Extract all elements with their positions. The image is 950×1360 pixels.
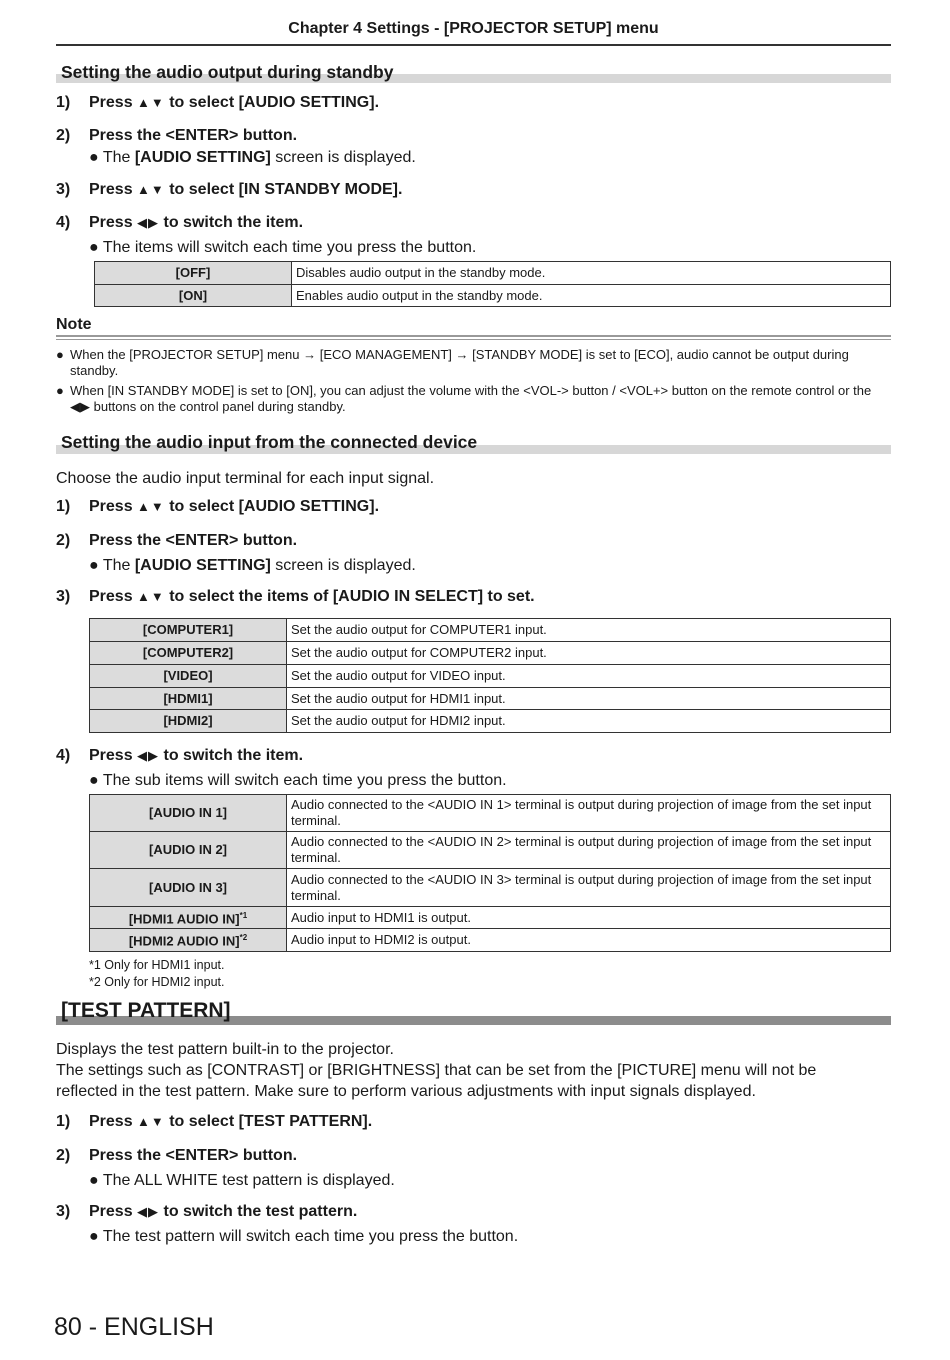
s3-step-3: 3) Press ◀▶ to switch the test pattern. bbox=[56, 1203, 358, 1220]
audio-in-select-table bbox=[89, 618, 891, 733]
s3-intro-1: Displays the test pattern built-in to the projector. bbox=[56, 1041, 394, 1058]
table-row: [HDMI2 AUDIO IN]$^{*2}$ Audio input to HDMI2 is output. bbox=[90, 929, 891, 952]
up-down-arrow-icon: ▲▼ bbox=[137, 182, 165, 197]
s1-step-4: 4) Press ◀▶ to switch the item. bbox=[56, 214, 304, 231]
s1-bullet-2: ● The [AUDIO SETTING] screen is displayed. bbox=[89, 149, 416, 166]
s1-bullet-4: ● The items will switch each time you press the button. bbox=[89, 239, 477, 256]
s2-bullet-2: ● The [AUDIO SETTING] screen is displayed. bbox=[89, 557, 416, 574]
s3-bullet-3: ● The test pattern will switch each time you press the button. bbox=[89, 1228, 519, 1245]
table-row: [HDMI1] Set the audio output for HDMI1 input. bbox=[90, 688, 891, 710]
left-right-arrow-icon: ◀▶ bbox=[137, 748, 160, 763]
page-header: Chapter 4 Settings - [PROJECTOR SETUP] menu bbox=[56, 18, 891, 46]
table-row: [HDMI1 AUDIO IN]$^{*1}$ Audio input to HDMI1 is output. bbox=[90, 907, 891, 929]
page-number: 80 - ENGLISH bbox=[54, 1313, 214, 1341]
table-row: [AUDIO IN 2] Audio connected to the <AUDIO IN 2> terminal is output during projection of image from the set input terminal. bbox=[90, 832, 891, 869]
section-heading-audio-input: Setting the audio input from the connected device bbox=[56, 432, 891, 453]
note-divider bbox=[56, 335, 891, 340]
s2-step-3: 3) Press ▲▼ to select the items of [AUDIO IN SELECT] to set. bbox=[56, 588, 535, 605]
table-row: [HDMI2] Set the audio output for HDMI2 input. bbox=[90, 710, 891, 733]
note-title: Note bbox=[56, 316, 92, 333]
s2-step-4: 4) Press ◀▶ to switch the item. bbox=[56, 747, 304, 764]
s3-step-1: 1) Press ▲▼ to select [TEST PATTERN]. bbox=[56, 1113, 373, 1130]
table-row: [AUDIO IN 3] Audio connected to the <AUDIO IN 3> terminal is output during projection of image from the set input terminal. bbox=[90, 869, 891, 907]
audio-in-sub-items-table bbox=[89, 794, 891, 952]
table-row: [OFF] Disables audio output in the standby mode. bbox=[95, 262, 891, 285]
s1-step-3: 3) Press ▲▼ to select [IN STANDBY MODE]. bbox=[56, 181, 403, 198]
table-row: [VIDEO] Set the audio output for VIDEO input. bbox=[90, 665, 891, 688]
s3-step-2: 2) Press the <ENTER> button. bbox=[56, 1147, 298, 1164]
section-heading-standby-audio: Setting the audio output during standby bbox=[56, 62, 891, 83]
standby-mode-table bbox=[94, 261, 891, 307]
s1-step-1: 1) Press ▲▼ to select [AUDIO SETTING]. bbox=[56, 94, 380, 111]
up-down-arrow-icon: ▲▼ bbox=[137, 1114, 165, 1129]
left-right-arrow-icon: ◀▶ bbox=[137, 215, 160, 230]
table-row: [AUDIO IN 1] Audio connected to the <AUDIO IN 1> terminal is output during projection of image from the set input terminal. bbox=[90, 795, 891, 832]
table-row: [ON] Enables audio output in the standby mode. bbox=[95, 285, 891, 307]
footnote-1: *1 Only for HDMI1 input. bbox=[89, 958, 225, 972]
s2-bullet-4: ● The sub items will switch each time you press the button. bbox=[89, 772, 507, 789]
s3-intro-3: reflected in the test pattern. Make sure to perform various adjustments with input signals displayed. bbox=[56, 1083, 756, 1100]
footnote-2: *2 Only for HDMI2 input. bbox=[89, 975, 225, 989]
left-right-arrow-icon: ◀▶ bbox=[137, 1204, 160, 1219]
note-item-1: ● When the [PROJECTOR SETUP] menu → [ECO MANAGEMENT] → [STANDBY MODE] is set to [ECO], audio cannot be output during standby. bbox=[56, 347, 849, 378]
table-row: [COMPUTER1] Set the audio output for COMPUTER1 input. bbox=[90, 619, 891, 642]
s1-step-2: 2) Press the <ENTER> button. bbox=[56, 127, 298, 144]
s2-step-2: 2) Press the <ENTER> button. bbox=[56, 532, 298, 549]
left-right-arrow-icon: ◀▶ bbox=[70, 399, 90, 414]
s3-bullet-2: ● The ALL WHITE test pattern is displayed. bbox=[89, 1172, 395, 1189]
up-down-arrow-icon: ▲▼ bbox=[137, 95, 165, 110]
s3-intro-2: The settings such as [CONTRAST] or [BRIGHTNESS] that can be set from the [PICTURE] menu will not be bbox=[56, 1062, 817, 1079]
up-down-arrow-icon: ▲▼ bbox=[137, 499, 165, 514]
up-down-arrow-icon: ▲▼ bbox=[137, 589, 165, 604]
section-heading-test-pattern: [TEST PATTERN] bbox=[56, 998, 891, 1028]
s2-intro: Choose the audio input terminal for each input signal. bbox=[56, 470, 435, 487]
s2-step-1: 1) Press ▲▼ to select [AUDIO SETTING]. bbox=[56, 498, 380, 515]
table-row: [COMPUTER2] Set the audio output for COMPUTER2 input. bbox=[90, 642, 891, 665]
note-item-2: ● When [IN STANDBY MODE] is set to [ON], you can adjust the volume with the <VOL-> button / <VOL+> button on the remote control or the ◀▶ buttons on the control panel during standby. bbox=[56, 383, 872, 414]
